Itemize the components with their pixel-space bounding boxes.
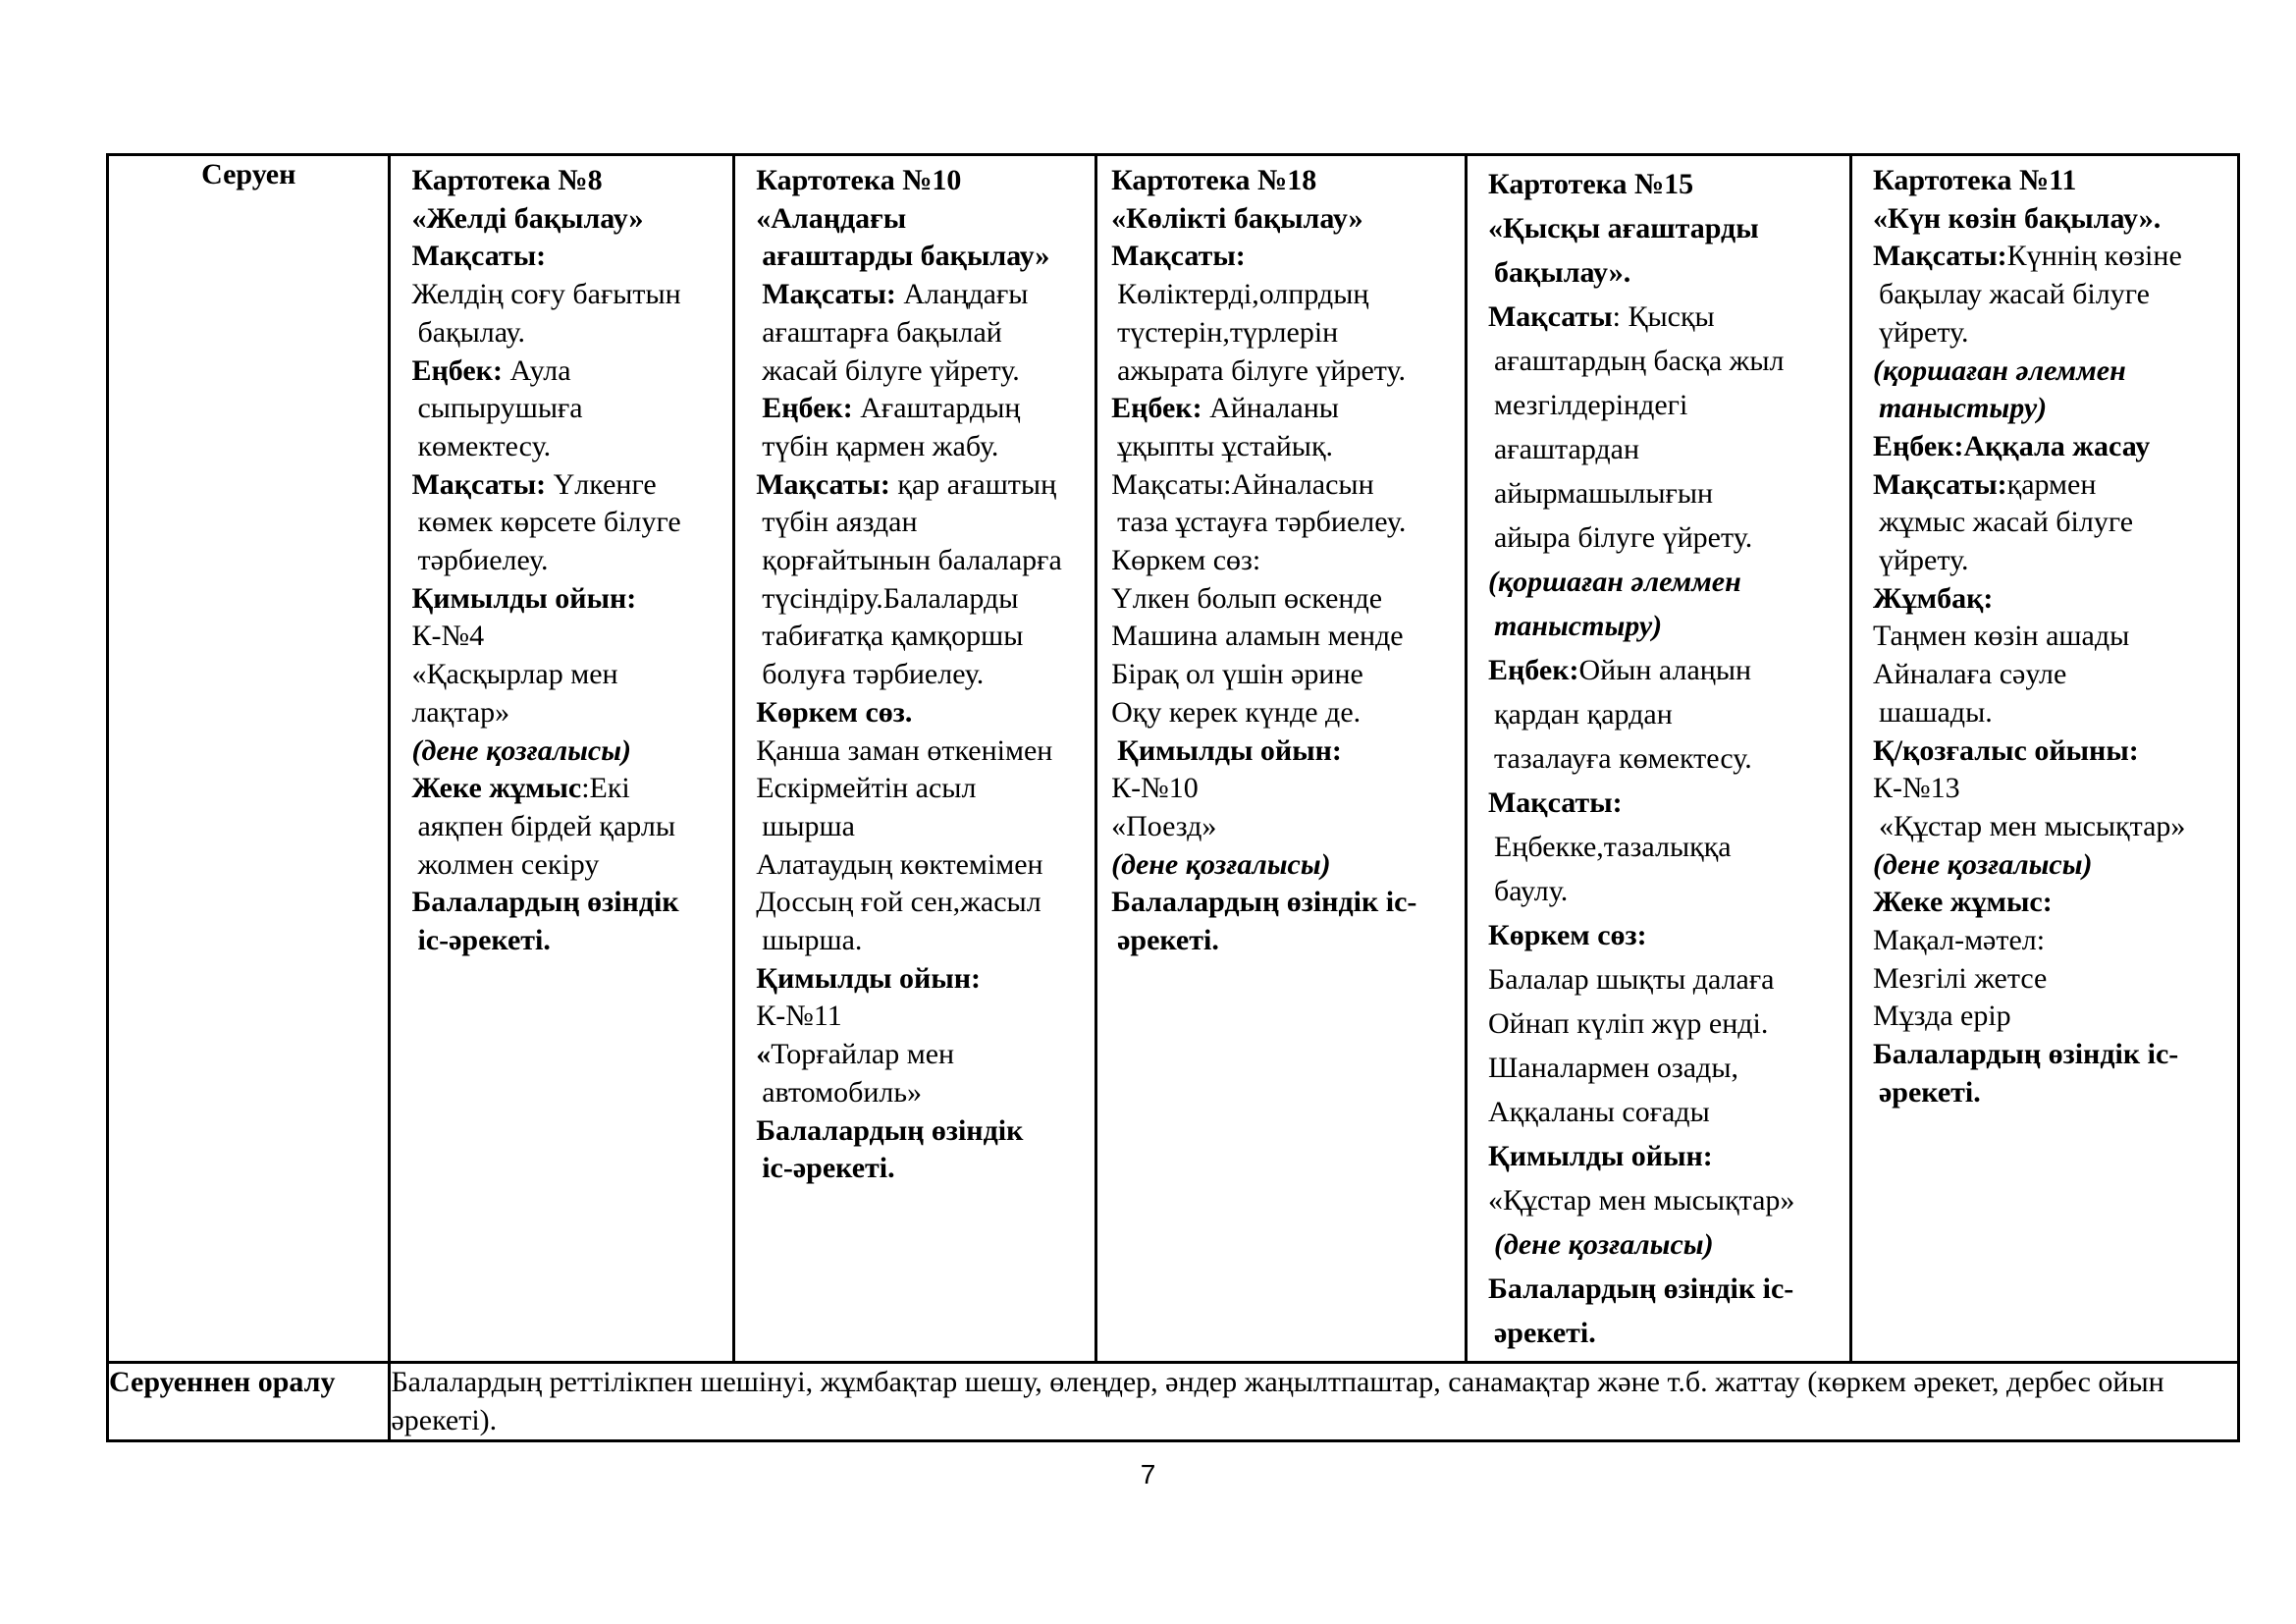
cell-line: Қимылды ойын: xyxy=(411,581,637,615)
cell-line-keyword: Мақсаты: xyxy=(756,467,890,501)
cell-content xyxy=(1852,156,2237,1118)
cell-line: таныстыру) xyxy=(1878,392,2048,425)
cell-line: «Қысқы ағаштарды xyxy=(1487,212,1759,244)
cell-line-keyword: Мақсаты: xyxy=(1872,240,2007,273)
cell-line-keyword: Мақсаты: xyxy=(1872,467,2007,501)
cell-line: Мақсаты:Күннің көзіне xyxy=(1872,240,2182,273)
cell-line: Бірақ ол үшін әрине xyxy=(1111,658,1363,691)
cell-line: Көліктерді,олпрдың xyxy=(1117,278,1369,311)
page-number: 7 xyxy=(1140,1459,1156,1489)
cell-line: айыра білуге үйрету. xyxy=(1493,521,1753,554)
cell-line: Еңбек:Аққала жасау xyxy=(1872,429,2151,462)
cell-line: Жұмбақ: xyxy=(1872,581,1994,615)
cell-line: «Поезд» xyxy=(1111,809,1217,842)
cell-line: Қ/қозғалыс ойыны: xyxy=(1872,733,2139,767)
cell-line: Балалардың өзіндік іс- xyxy=(1487,1272,1794,1305)
cell-line: түбін аяздан xyxy=(762,506,918,539)
cell-line: Жеке жұмыс:Екі xyxy=(411,772,630,805)
cell-line: көмектесу. xyxy=(417,429,552,462)
cell-line: тәрбиелеу. xyxy=(417,544,549,577)
cell-line: ұқыпты ұстайық. xyxy=(1117,429,1334,462)
cell-line: «Құстар мен мысықтар» xyxy=(1878,809,2186,842)
return-description: Балалардың реттілікпен шешінуі, жұмбақтар шешу, өлеңдер, әндер жаңылтпаштар, санамақтар және т.б. жаттау (көркем әрекет, дербес ойын әрекеті). xyxy=(390,1363,2239,1441)
cell-line: Балалардың өзіндік іс- xyxy=(1872,1038,2179,1071)
cell-line: Еңбекке,тазалыққа xyxy=(1493,831,1732,863)
cell-line: аяқпен бірдей қарлы xyxy=(417,809,676,842)
cell-line: көмек көрсете білуге xyxy=(417,506,681,539)
cell-line: баулу. xyxy=(1493,875,1569,907)
cell-line: Қимылды ойын: xyxy=(756,961,982,995)
cell-line: Балалардың өзіндік xyxy=(756,1113,1024,1147)
cell-line-keyword: Еңбек: xyxy=(411,353,503,387)
cell-line: әрекеті. xyxy=(1493,1317,1596,1349)
cell-line: (қоршаған әлеммен xyxy=(1487,566,1741,598)
cell-line: үйрету. xyxy=(1878,315,1969,349)
cell-line: Таңмен көзін ашады xyxy=(1872,620,2130,653)
cell-line: Жеке жұмыс: xyxy=(1872,886,2053,919)
cell-line: ағаштарды бақылау» xyxy=(762,240,1050,273)
cell-line: шырша xyxy=(762,809,855,842)
cell-line: Еңбек: Айналаны xyxy=(1111,392,1339,425)
cell-line: Картотека №8 xyxy=(411,164,603,196)
cell-line: «Көлікті бақылау» xyxy=(1111,201,1363,235)
cell-line: Машина аламын менде xyxy=(1111,620,1404,653)
cell-line: Мақсаты:Айналасын xyxy=(1111,467,1374,501)
cell-line: жасай білуге үйрету. xyxy=(762,353,1020,387)
cell-line-keyword: « xyxy=(756,1038,772,1071)
cell-line: К-№4 xyxy=(411,620,485,653)
cell-line-keyword: Мақсаты xyxy=(1487,300,1613,333)
cell-line: түбін қармен жабу. xyxy=(762,429,999,462)
cell-line: Үлкен болып өскенде xyxy=(1111,581,1383,615)
cell-line: Картотека №10 xyxy=(756,164,962,196)
row-label-return: Серуеннен оралу xyxy=(108,1363,390,1441)
cell-line: Мұзда ерір xyxy=(1872,1000,2011,1033)
cell-line: Картотека №15 xyxy=(1487,168,1694,200)
cell-line: Ескірмейтін асыл xyxy=(756,772,977,805)
cell-line: ажырата білуге үйрету. xyxy=(1117,353,1406,387)
cell-line: автомобиль» xyxy=(762,1075,923,1109)
cell-line: «Күн көзін бақылау». xyxy=(1872,201,2162,235)
table-row-walk xyxy=(108,155,2239,1363)
row-label-walk: Серуен xyxy=(108,155,390,1363)
cell-line: іс-әрекеті. xyxy=(762,1152,895,1185)
cell-line: табиғатқа қамқоршы xyxy=(762,620,1024,653)
cell-line: Қимылды ойын: xyxy=(1117,733,1342,767)
cell-line-keyword: Еңбек: xyxy=(1487,654,1579,686)
cell-line: лақтар» xyxy=(411,695,510,729)
cell-line: Балалардың өзіндік іс- xyxy=(1111,886,1417,919)
cell-content xyxy=(735,156,1095,1194)
cell-line: (дене қозғалысы) xyxy=(1493,1228,1714,1261)
cell-line: айырмашылығын xyxy=(1493,477,1714,510)
cell-line: «Желді бақылау» xyxy=(411,201,644,235)
cell-line: жолмен секіру xyxy=(417,847,600,881)
cell-line: таныстыру) xyxy=(1493,610,1663,642)
schedule-table xyxy=(106,153,2240,1442)
cell-line: Желдің соғу бағытын xyxy=(411,278,681,311)
walk-card-8 xyxy=(390,155,734,1363)
cell-content xyxy=(1468,156,1849,1361)
cell-line: тазалауға көмектесу. xyxy=(1493,742,1752,775)
cell-line: мезгілдеріндегі xyxy=(1493,389,1688,421)
cell-line: Аққаланы соғады xyxy=(1487,1096,1710,1128)
cell-line: түсіндіру.Балаларды xyxy=(762,581,1019,615)
cell-line: (дене қозғалысы) xyxy=(1111,847,1331,881)
cell-line: ағаштардан xyxy=(1493,433,1640,465)
cell-line: шырша. xyxy=(762,924,863,957)
cell-line: іс-әрекеті. xyxy=(417,924,551,957)
cell-line: бақылау. xyxy=(417,315,526,349)
cell-line: түстерін,түрлерін xyxy=(1117,315,1339,349)
cell-line-keyword: Мақсаты: xyxy=(762,278,896,311)
cell-line: (дене қозғалысы) xyxy=(1872,847,2093,881)
cell-line-keyword: Еңбек: xyxy=(1111,392,1202,425)
cell-line: Көркем сөз: xyxy=(1487,919,1647,951)
cell-line: Көркем сөз: xyxy=(1111,544,1261,577)
cell-line: ағаштардың басқа жыл xyxy=(1493,345,1785,377)
cell-line: үйрету. xyxy=(1878,544,1969,577)
cell-line: әрекеті. xyxy=(1878,1075,1981,1109)
cell-line: Мақсаты: xyxy=(1111,240,1246,273)
cell-line: Балалар шықты далаға xyxy=(1487,963,1775,996)
cell-line: К-№11 xyxy=(756,1000,842,1033)
cell-line: бақылау». xyxy=(1493,256,1631,289)
cell-line: Еңбек: Аула xyxy=(411,353,571,387)
cell-line: Картотека №11 xyxy=(1872,164,2077,196)
cell-line: Шаналармен озады, xyxy=(1487,1052,1738,1084)
cell-line: К-№13 xyxy=(1872,772,1960,805)
cell-line: Оқу керек күнде де. xyxy=(1111,695,1362,729)
cell-line: Мақсаты:қармен xyxy=(1872,467,2097,501)
cell-line: Көркем сөз. xyxy=(756,695,913,729)
cell-content xyxy=(1097,156,1465,966)
walk-card-18 xyxy=(1096,155,1467,1363)
cell-line: әрекеті. xyxy=(1117,924,1219,957)
cell-line: (қоршаған әлеммен xyxy=(1872,353,2126,387)
cell-content xyxy=(391,156,732,966)
cell-line-keyword: Жеке жұмыс xyxy=(411,772,582,805)
cell-line: Мезгілі жетсе xyxy=(1872,961,2048,995)
walk-card-15 xyxy=(1466,155,1850,1363)
cell-line: «Қасқырлар мен xyxy=(411,658,618,691)
cell-line: болуға тәрбиелеу. xyxy=(762,658,985,691)
cell-line: Айналаға сәуле xyxy=(1872,658,2067,691)
cell-line: Картотека №18 xyxy=(1111,164,1317,196)
cell-line: Еңбек: Ағаштардың xyxy=(762,392,1021,425)
cell-line: «Торғайлар мен xyxy=(756,1038,955,1071)
cell-line: Мақал-мәтел: xyxy=(1872,924,2046,957)
cell-line: К-№10 xyxy=(1111,772,1199,805)
cell-line: «Құстар мен мысықтар» xyxy=(1487,1184,1795,1217)
walk-card-10 xyxy=(734,155,1096,1363)
cell-line: ағаштарға бақылай xyxy=(762,315,1002,349)
cell-line: қардан қардан xyxy=(1493,698,1673,731)
cell-line: Мақсаты: Алаңдағы xyxy=(762,278,1029,311)
cell-line: Мақсаты: қар ағаштың xyxy=(756,467,1057,501)
cell-line: Балалардың өзіндік xyxy=(411,886,679,919)
cell-line: бақылау жасай білуге xyxy=(1878,278,2150,311)
cell-line: Еңбек:Ойын алаңын xyxy=(1487,654,1752,686)
cell-line: сыпырушыға xyxy=(417,392,583,425)
cell-line: Ойнап күліп жүр енді. xyxy=(1487,1007,1769,1040)
cell-line: шашады. xyxy=(1878,695,1993,729)
cell-line: таза ұстауға тәрбиелеу. xyxy=(1117,506,1407,539)
cell-line: Қанша заман өткенімен xyxy=(756,733,1053,767)
walk-card-11 xyxy=(1850,155,2238,1363)
cell-line: Мақсаты: Қысқы xyxy=(1487,300,1715,333)
cell-line: Мақсаты: xyxy=(411,240,547,273)
table-row-return xyxy=(108,1363,2239,1441)
cell-line: (дене қозғалысы) xyxy=(411,733,632,767)
cell-line: Қимылды ойын: xyxy=(1487,1140,1713,1172)
cell-line: Алатаудың көктемімен xyxy=(756,847,1043,881)
cell-line-keyword: Еңбек: xyxy=(762,392,853,425)
cell-line: Мақсаты: xyxy=(1487,786,1623,819)
cell-line: қорғайтынын балаларға xyxy=(762,544,1062,577)
cell-line: «Алаңдағы xyxy=(756,201,907,235)
cell-line: жұмыс жасай білуге xyxy=(1878,506,2134,539)
cell-line: Доссың ғой сен,жасыл xyxy=(756,886,1041,919)
cell-line: Мақсаты: Үлкенге xyxy=(411,467,657,501)
cell-line-keyword: Мақсаты: xyxy=(411,467,547,501)
